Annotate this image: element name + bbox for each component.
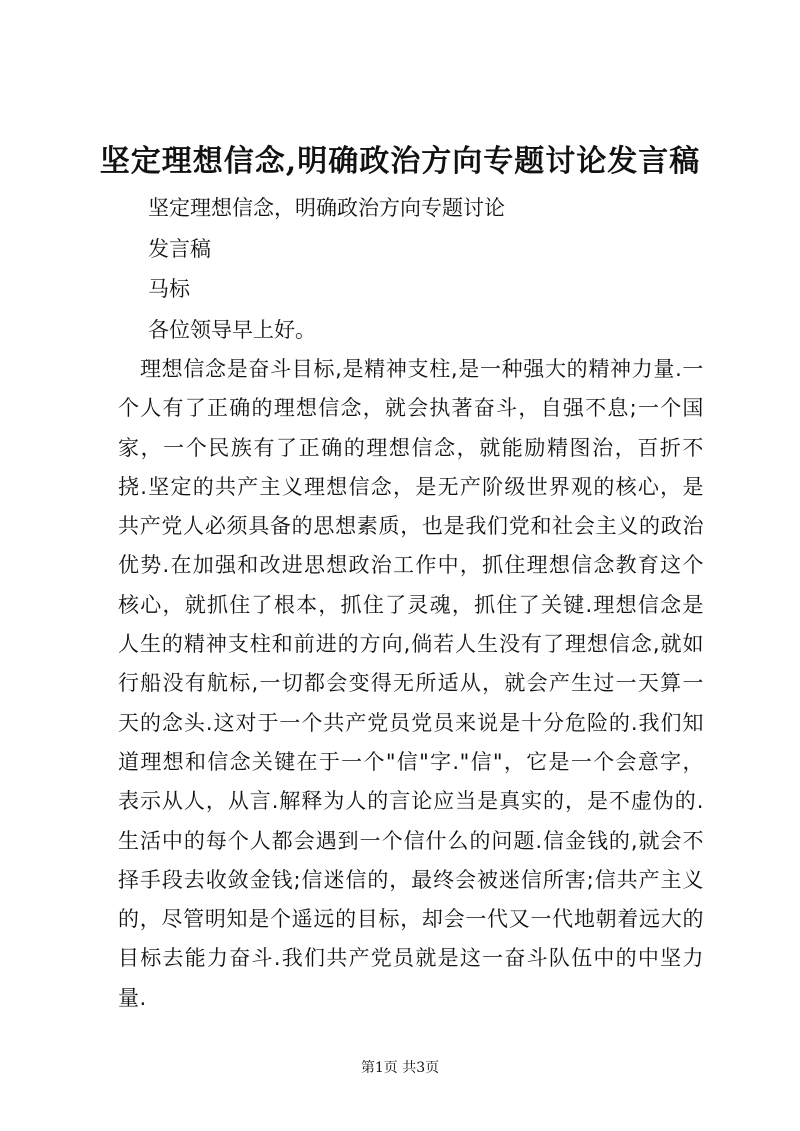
subtitle-line-2: 发言稿 — [148, 237, 211, 261]
author-name: 马标 — [148, 277, 190, 301]
page-indicator: 第1页 共3页 — [360, 1060, 440, 1076]
document-title: 坚定理想信念,明确政治方向专题讨论发言稿 — [99, 144, 701, 179]
body-paragraph: 理想信念是奋斗目标,是精神支柱,是一种强大的精神力量.一个人有了正确的理想信念，就会执著奋斗，自强不息;一个国家，一个民族有了正确的理想信念，就能励精图治，百折不挠.坚定的共产主义理想信念，是无产阶级世界观的核心，是共产党人必须具备的思想素质，也是我们党和社会主义的政治优势.在加强和改进思想政治工作中，抓住理想信念教育这个核心，就抓住了根本，抓住了灵魂，抓住了关键.理想信念是人生的精神支柱和前进的方向,倘若人生没有了理想信念,就如行船没有航标,一切都会变得无所适从，就会产生过一天算一天的念头.这对于一个共产党员党员来说是十分危险的.我们知道理想和信念关键在于一个"信"字."信"，它是一个会意字，表示从人，从言.解释为人的言论应当是真实的，是不虚伪的.生活中的每个人都会遇到一个信什么的问题.信金钱的,就会不择手段去收敛金钱;信迷信的，最终会被迷信所害;信共产主义的，尽管明知是个遥远的目标，却会一代又一代地朝着远大的目标去能力奋斗.我们共产党员就是这一奋斗队伍中的中坚力量. — [118, 357, 704, 1010]
subtitle-line-1: 坚定理想信念，明确政治方向专题讨论 — [148, 196, 505, 220]
greeting: 各位领导早上好。 — [148, 318, 316, 342]
